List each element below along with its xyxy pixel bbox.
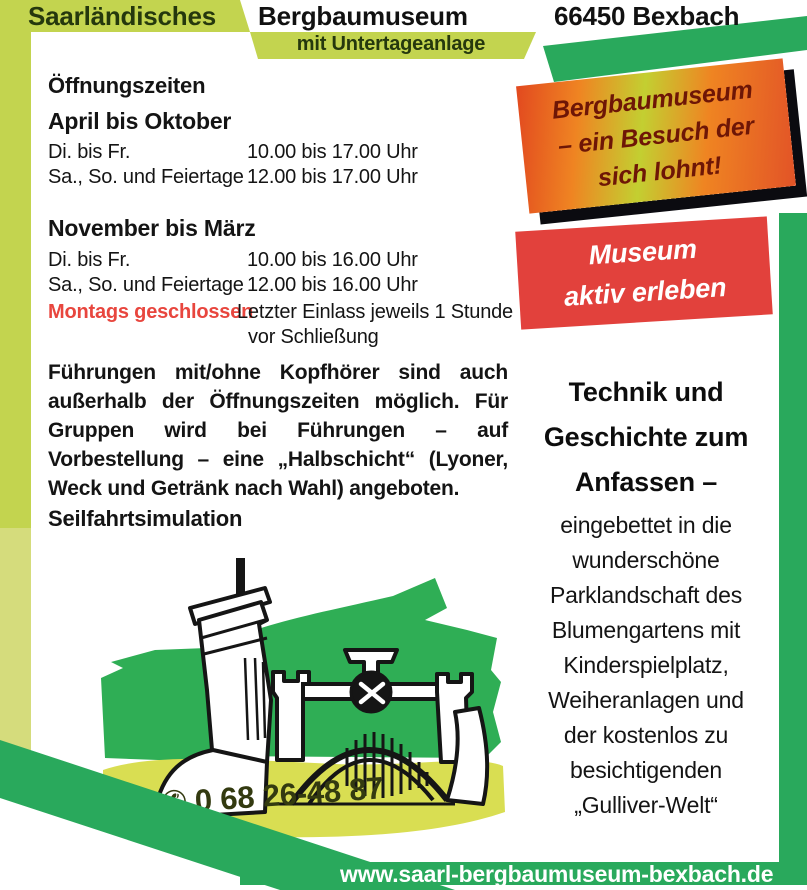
hours-row [48, 141, 418, 164]
website-url[interactable]: www.saarl-bergbaumuseum-bexbach.de [340, 861, 774, 887]
hours-day-label: Sa., So. und Feiertage [48, 166, 244, 188]
summer-season-title: April bis Oktober [48, 108, 232, 134]
brand-name: Bergbaumuseum [258, 1, 468, 31]
visit-badge [516, 58, 796, 213]
visit-badge-line: Bergbaumuseum [550, 75, 754, 125]
active-badge-line: aktiv erleben [563, 272, 728, 312]
last-entry-line2: vor Schließung [248, 326, 379, 348]
active-badge [515, 216, 773, 329]
right-paragraph-line: Blumengartens mit [551, 617, 741, 643]
hours-time: 10.00 bis 17.00 Uhr [247, 141, 418, 163]
last-entry-line1: Letzter Einlass jeweils 1 Stunde [237, 301, 513, 323]
hours-day-label: Di. bis Fr. [48, 249, 131, 271]
right-heading [512, 370, 780, 505]
right-heading-line: Technik und [568, 377, 724, 407]
hours-day-label: Sa., So. und Feiertage [48, 274, 244, 296]
right-paragraph-line: besichtigenden [570, 757, 722, 783]
right-paragraph-line: Parklandschaft des [549, 582, 742, 608]
right-paragraph-line: wunderschöne [572, 547, 720, 573]
active-badge-line: Museum [587, 233, 698, 271]
closed-monday-note: Montags geschlossen [48, 301, 254, 323]
hours-time: 10.00 bis 16.00 Uhr [247, 249, 418, 271]
hours-row [48, 249, 418, 272]
right-paragraph-line: Weiheranlagen und [548, 687, 744, 713]
visit-badge-line: – ein Besuch der [556, 111, 756, 161]
simulation-label: Seilfahrtsimulation [48, 506, 243, 531]
visit-badge-line: sich lohnt! [596, 151, 723, 193]
phone-number-text: 0 68 26-48 87 [193, 770, 385, 819]
right-paragraph-line: eingebettet in die [560, 512, 732, 538]
winter-season-title: November bis März [48, 215, 256, 241]
opening-hours-title: Öffnungszeiten [48, 73, 206, 98]
hours-time: 12.00 bis 16.00 Uhr [247, 274, 418, 296]
hours-time: 12.00 bis 17.00 Uhr [247, 166, 418, 188]
right-paragraph-line: Kinderspielplatz, [563, 652, 729, 678]
left-lime-strip [0, 0, 31, 760]
brand-city: 66450 Bexbach [554, 1, 740, 31]
right-paragraph-line: der kostenlos zu [563, 722, 729, 748]
right-paragraph-line: „Gulliver-Welt“ [574, 792, 718, 818]
hours-day-label: Di. bis Fr. [48, 141, 131, 163]
hours-row [48, 274, 418, 297]
brand-subtitle: mit Untertageanlage [296, 33, 486, 55]
brand-region: Saarländisches [28, 1, 216, 31]
hours-row [48, 166, 418, 189]
tours-paragraph: Führungen mit/ohne Kopfhörer sind auch außerhalb der Öffnungszeiten möglich. Für Gruppen wird bei Führungen – auf Vorbestellung – eine „Halbschicht“ (Lyoner, Weck und Getränk nach Wahl) angeboten. [48, 361, 508, 500]
right-heading-line: Anfassen – [574, 467, 718, 497]
right-heading-line: Geschichte zum [543, 422, 749, 452]
